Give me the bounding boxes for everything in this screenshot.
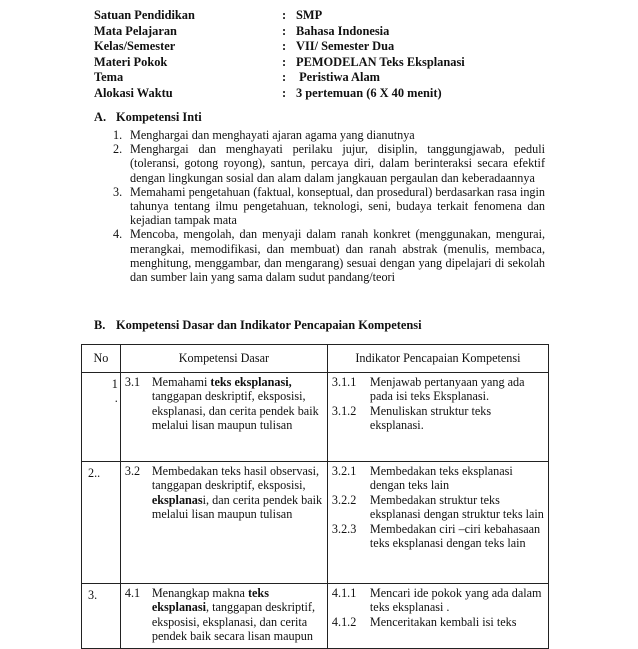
meta-row-mapel (94, 24, 465, 40)
meta-value: Peristiwa Alam (296, 70, 380, 84)
meta-label: Alokasi Waktu (94, 85, 173, 100)
kd-text: Menangkap makna teks eksplanasi, tanggapan deskriptif, eksposisi, eksplanasi, dan cerita pendek baik secara lisan maupun (151, 586, 316, 644)
kompetensi-inti-list (113, 128, 545, 284)
meta-colon: : (282, 23, 287, 38)
indicator-number: 3.2.2 (331, 492, 357, 507)
indicator-number: 3.1.1 (331, 375, 357, 389)
kd-cell (120, 462, 327, 584)
section-letter: B. (94, 318, 106, 332)
list-number: 3. (113, 184, 123, 199)
list-item (113, 142, 545, 185)
indicator-text: Menuliskan struktur teks eksplanasi. (369, 403, 492, 433)
indicator-item (332, 522, 544, 551)
indicator-number: 3.1.2 (331, 403, 357, 418)
kd-text: Membedakan teks hasil observasi, tanggapan deskriptif, eksposisi, eksplanasi, dan cerita pendek baik melalui lisan maupun tulisan (151, 464, 323, 522)
kd-cell (120, 584, 327, 649)
list-number: 2. (113, 142, 123, 157)
kd-indikator-table (81, 344, 549, 649)
row-number: 1 . (82, 373, 121, 462)
table-row (82, 373, 549, 462)
meta-row-materi (94, 55, 465, 71)
indicator-text: Mencari ide pokok yang ada dalam teks eksplanasi . (369, 586, 542, 615)
row-number: 2.. (82, 462, 121, 584)
meta-label: Kelas/Semester (94, 39, 176, 53)
meta-value: SMP (296, 8, 323, 22)
column-header-indikator: Indikator Pencapaian Kompetensi (327, 345, 548, 373)
indicator-number: 4.1.2 (331, 614, 357, 629)
list-text: Menghargai dan menghayati ajaran agama yang dianutnya (130, 128, 415, 142)
meta-value: Bahasa Indonesia (296, 23, 390, 38)
section-title: Kompetensi Dasar dan Indikator Pencapaian Kompetensi (116, 318, 422, 332)
table-row (82, 584, 549, 649)
meta-row-alokasi (94, 86, 465, 102)
meta-colon: : (282, 85, 287, 100)
meta-row-satuan (94, 8, 465, 24)
indicator-number: 3.2.3 (331, 521, 357, 536)
kd-number: 3.2 (124, 464, 141, 478)
meta-colon: : (282, 39, 287, 53)
indicator-item (332, 375, 544, 404)
list-text: Menghargai dan menghayati perilaku jujur, disiplin, tanggungjawab, peduli (toleransi, gotong royong), santun, percaya diri, dalam berinteraksi secara efektif dengan lingkungan sosial dan alam dalam jangkauan pergaulan dan keberadaannya (130, 142, 545, 185)
indicator-text: Membedakan struktur teks eksplanasi dengan struktur teks lain (369, 492, 544, 522)
indicator-cell (327, 584, 548, 649)
indicator-text: Membedakan teks eksplanasi dengan teks lain (369, 464, 513, 493)
meta-value: PEMODELAN Teks Eksplanasi (296, 54, 465, 69)
meta-colon: : (282, 8, 287, 22)
column-header-no: No (82, 345, 121, 373)
list-item (113, 128, 545, 142)
kd-number: 4.1 (124, 586, 141, 600)
indicator-cell (327, 462, 548, 584)
kd-cell (120, 373, 327, 462)
list-number: 4. (113, 227, 123, 242)
list-number: 1. (113, 128, 123, 142)
table-header-row (82, 345, 549, 373)
table-row (82, 462, 549, 584)
meta-value: 3 pertemuan (6 X 40 menit) (296, 85, 442, 100)
indicator-number: 4.1.1 (331, 586, 357, 600)
meta-label: Materi Pokok (94, 54, 168, 69)
document-header (94, 8, 465, 101)
indicator-cell (327, 373, 548, 462)
section-b-heading (94, 318, 422, 333)
indicator-item (332, 586, 544, 615)
list-text: Memahami pengetahuan (faktual, konseptual, dan prosedural) berdasarkan rasa ingin tahunya tentang ilmu pengetahuan, teknologi, seni, budaya terkait fenomena dan kejadian tampak mata (130, 184, 545, 228)
meta-row-tema (94, 70, 465, 86)
section-title: Kompetensi Inti (116, 110, 202, 124)
indicator-text: Menjawab pertanyaan yang ada pada isi teks Eksplanasi. (369, 375, 525, 404)
indicator-number: 3.2.1 (331, 464, 357, 478)
meta-label: Mata Pelajaran (94, 23, 177, 38)
meta-row-kelas (94, 39, 465, 55)
indicator-item (332, 464, 544, 493)
meta-label: Tema (94, 70, 124, 84)
list-text: Mencoba, mengolah, dan menyaji dalam ranah konkret (menggunakan, mengurai, merangkai, memodifikasi, dan membuat) dan ranah abstrak (menulis, membaca, menghitung, menggambar, dan mengarang) sesuai dengan yang dipelajari di sekolah dan sumber lain yang sama dalam sudut pandang/teori (130, 227, 545, 285)
kd-text: Memahami teks eksplanasi, tanggapan deskriptif, eksposisi, eksplanasi, dan cerita pendek baik melalui lisan maupun tulisan (151, 375, 319, 433)
list-item (113, 227, 545, 284)
meta-colon: : (282, 54, 287, 69)
meta-label: Satuan Pendidikan (94, 8, 195, 22)
indicator-item (332, 493, 544, 522)
indicator-text: Menceritakan kembali isi teks (369, 614, 517, 629)
section-letter: A. (94, 110, 107, 124)
indicator-text: Membedakan ciri –ciri kebahasaan teks eksplanasi dengan teks lain (369, 521, 541, 551)
section-a-heading (94, 110, 202, 125)
row-number: 3. (82, 584, 121, 649)
column-header-kd: Kompetensi Dasar (120, 345, 327, 373)
meta-colon: : (282, 70, 287, 84)
kd-number: 3.1 (124, 375, 141, 389)
meta-value: VII/ Semester Dua (296, 39, 395, 53)
indicator-item (332, 404, 544, 433)
list-item (113, 185, 545, 228)
indicator-item (332, 615, 544, 629)
